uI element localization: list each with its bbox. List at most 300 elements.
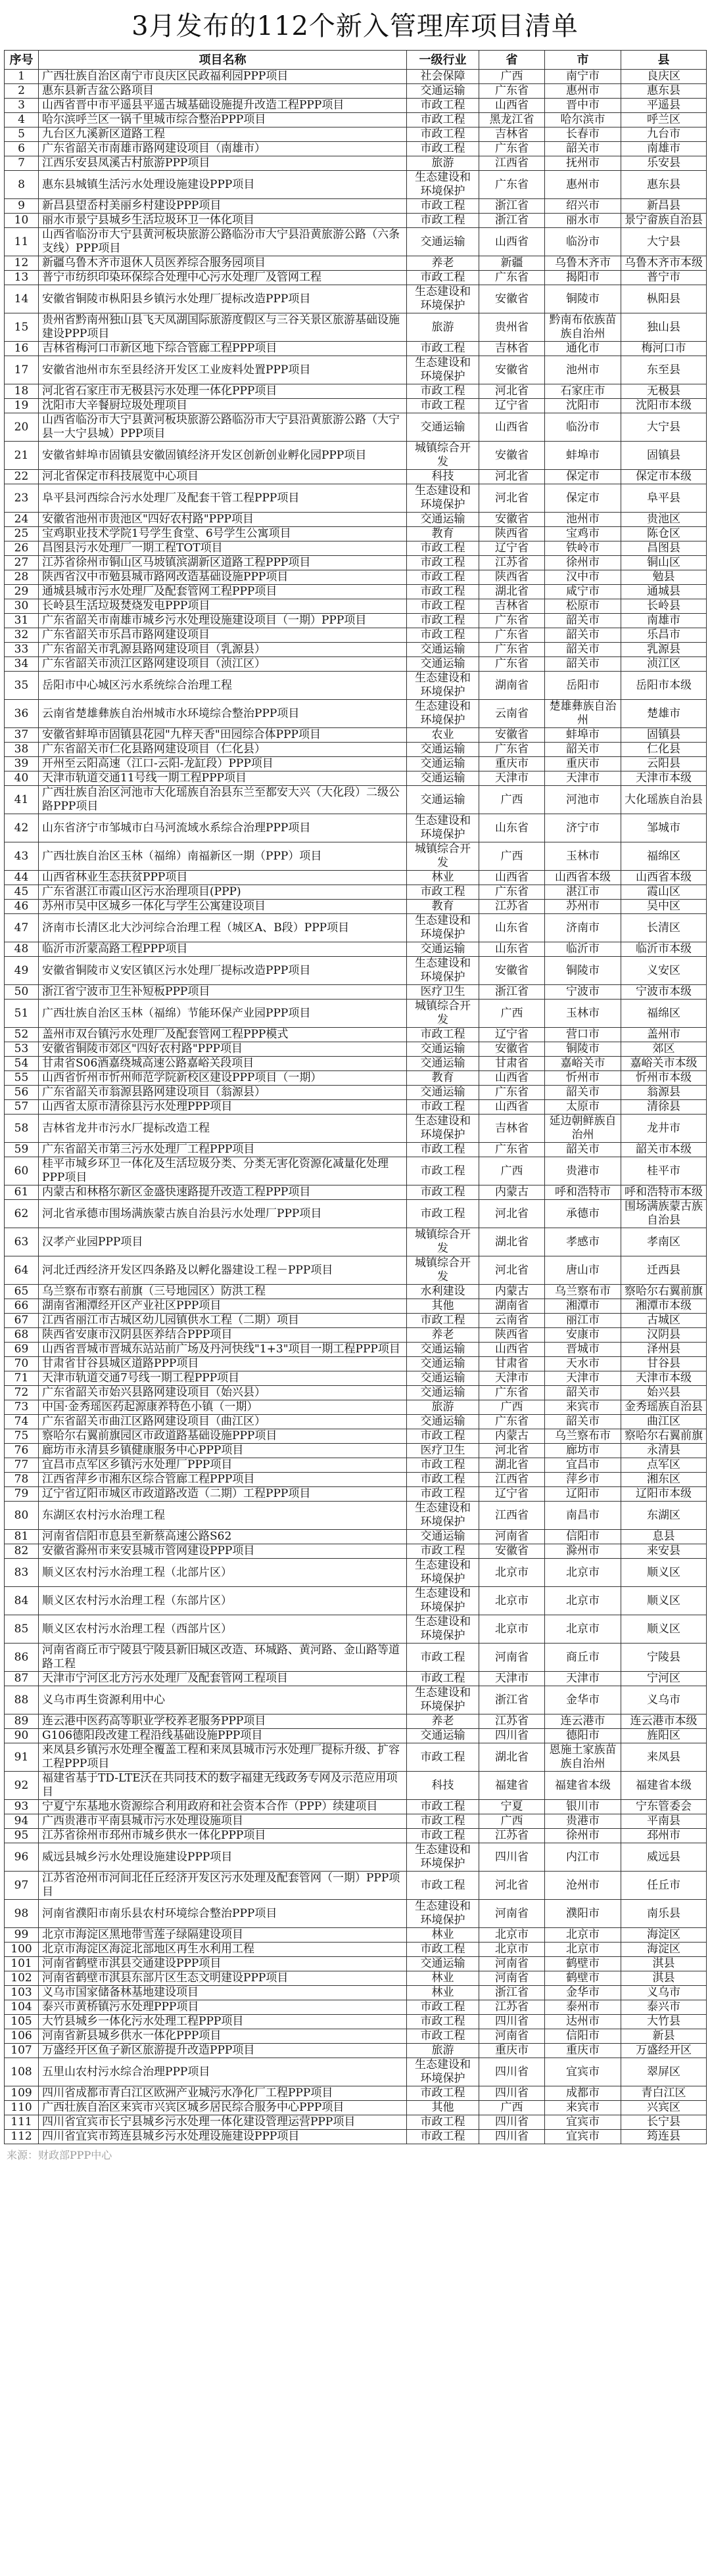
cell-county: 泽州县 (621, 1343, 707, 1357)
table-row (5, 156, 707, 171)
cell-county: 顺义区 (621, 1559, 707, 1587)
cell-city: 徐州市 (545, 556, 621, 570)
cell-county: 大竹县 (621, 2015, 707, 2029)
cell-county: 大宁县 (621, 228, 707, 256)
table-row (5, 885, 707, 900)
cell-province: 吉林省 (479, 342, 545, 356)
cell-industry: 交通运输 (407, 1415, 479, 1429)
cell-county: 青白江区 (621, 2086, 707, 2101)
cell-project-name: 山东省济宁市邹城市白马河流域水系综合治理PPP项目 (39, 814, 407, 842)
cell-industry: 交通运输 (407, 513, 479, 527)
cell-index: 34 (5, 657, 39, 672)
table-row (5, 2115, 707, 2130)
cell-province: 广东省 (479, 628, 545, 643)
cell-county: 金秀瑶族自治县 (621, 1400, 707, 1415)
cell-county: 孝南区 (621, 1228, 707, 1256)
cell-index: 57 (5, 1100, 39, 1115)
cell-province: 广西 (479, 842, 545, 871)
cell-project-name: 汉孝产业园PPP项目 (39, 1228, 407, 1256)
cell-project-name: 义乌市国家储备林基地建设项目 (39, 1986, 407, 2000)
cell-city: 惠州市 (545, 84, 621, 99)
cell-industry: 生态建设和环境保护 (407, 1587, 479, 1615)
cell-index: 97 (5, 1872, 39, 1900)
cell-index: 95 (5, 1829, 39, 1843)
cell-county: 呼兰区 (621, 113, 707, 127)
cell-project-name: 北京市海淀区海淀北部地区再生水利用工程 (39, 1943, 407, 1957)
cell-index: 107 (5, 2044, 39, 2058)
cell-county: 嘉峪关市本级 (621, 1057, 707, 1071)
table-row (5, 842, 707, 871)
table-row (5, 2130, 707, 2144)
cell-project-name: 广东省韶关市仁化县路网建设项目（仁化县） (39, 743, 407, 757)
cell-industry: 市政工程 (407, 541, 479, 556)
cell-index: 54 (5, 1057, 39, 1071)
cell-industry: 市政工程 (407, 1028, 479, 1042)
cell-industry: 生态建设和环境保护 (407, 484, 479, 513)
cell-city: 通化市 (545, 342, 621, 356)
cell-project-name: 江苏省徐州市铜山区马坡镇滨湖新区道路工程PPP项目 (39, 556, 407, 570)
cell-industry: 交通运输 (407, 1530, 479, 1544)
cell-city: 湛江市 (545, 885, 621, 900)
cell-city: 绍兴市 (545, 199, 621, 214)
cell-province: 北京市 (479, 1559, 545, 1587)
cell-county: 来安县 (621, 1544, 707, 1559)
cell-city: 济南市 (545, 914, 621, 942)
cell-county: 点军区 (621, 1458, 707, 1473)
cell-province: 新疆 (479, 256, 545, 271)
cell-city: 承德市 (545, 1200, 621, 1228)
cell-county: 惠东县 (621, 171, 707, 199)
cell-industry: 市政工程 (407, 585, 479, 599)
cell-index: 89 (5, 1714, 39, 1729)
cell-province: 天津市 (479, 771, 545, 786)
table-row (5, 484, 707, 513)
cell-county: 贵池区 (621, 513, 707, 527)
cell-city: 岳阳市 (545, 672, 621, 700)
cell-industry: 市政工程 (407, 599, 479, 614)
cell-city: 延边朝鲜族自治州 (545, 1115, 621, 1143)
cell-project-name: 江西省萍乡市湘东区综合管廊工程PPP项目 (39, 1473, 407, 1487)
table-row (5, 570, 707, 585)
cell-province: 江苏省 (479, 1829, 545, 1843)
cell-city: 晋城市 (545, 1343, 621, 1357)
cell-industry: 生态建设和环境保护 (407, 957, 479, 985)
cell-city: 辽阳市 (545, 1487, 621, 1502)
cell-county: 翁源县 (621, 1086, 707, 1100)
cell-industry: 市政工程 (407, 1644, 479, 1672)
cell-industry: 市政工程 (407, 399, 479, 413)
cell-industry: 市政工程 (407, 2015, 479, 2029)
cell-index: 16 (5, 342, 39, 356)
cell-industry: 林业 (407, 871, 479, 885)
cell-index: 111 (5, 2115, 39, 2130)
cell-industry: 市政工程 (407, 1872, 479, 1900)
cell-county: 东至县 (621, 356, 707, 384)
cell-county: 保定市本级 (621, 470, 707, 484)
cell-city: 丽水市 (545, 214, 621, 228)
cell-industry: 城镇综合开发 (407, 442, 479, 470)
cell-project-name: 顺义区农村污水治理工程（北部片区） (39, 1559, 407, 1587)
cell-industry: 生态建设和环境保护 (407, 814, 479, 842)
cell-project-name: 山西省忻州市忻州师范学院新校区建设PPP项目（一期） (39, 1071, 407, 1086)
cell-province: 山西省 (479, 413, 545, 442)
table-row (5, 1328, 707, 1343)
table-row (5, 384, 707, 399)
cell-city: 乌兰察布市 (545, 1429, 621, 1444)
cell-index: 102 (5, 1971, 39, 1986)
cell-project-name: 四川省宜宾市长宁县城乡污水处理一体化建设管理运营PPP项目 (39, 2115, 407, 2130)
cell-project-name: 安徽省滁州市来安县城市管网建设PPP项目 (39, 1544, 407, 1559)
cell-project-name: 宁夏宁东基地水资源综合利用政府和社会资本合作（PPP）续建项目 (39, 1800, 407, 1814)
cell-industry: 旅游 (407, 2044, 479, 2058)
cell-project-name: 内蒙古和林格尔新区金盛快速路提升改造工程PPP项目 (39, 1185, 407, 1200)
cell-industry: 市政工程 (407, 570, 479, 585)
cell-county: 忻州市本级 (621, 1071, 707, 1086)
cell-project-name: 广东省韶关市乐昌市路网建设项目 (39, 628, 407, 643)
table-row (5, 672, 707, 700)
cell-city: 池州市 (545, 513, 621, 527)
cell-county: 阜平县 (621, 484, 707, 513)
cell-county: 古城区 (621, 1314, 707, 1328)
cell-index: 66 (5, 1299, 39, 1314)
cell-industry: 生态建设和环境保护 (407, 700, 479, 728)
cell-index: 24 (5, 513, 39, 527)
cell-county: 无极县 (621, 384, 707, 399)
cell-industry: 市政工程 (407, 2086, 479, 2101)
table-row (5, 1429, 707, 1444)
table-row (5, 786, 707, 814)
cell-industry: 市政工程 (407, 142, 479, 156)
table-row (5, 356, 707, 384)
cell-county: 邳州市 (621, 1829, 707, 1843)
cell-index: 94 (5, 1814, 39, 1829)
cell-province: 山西省 (479, 99, 545, 113)
cell-project-name: 宜昌市点军区乡镇污水处理厂PPP项目 (39, 1458, 407, 1473)
table-row (5, 728, 707, 743)
table-row (5, 1371, 707, 1386)
table-row (5, 1714, 707, 1729)
cell-project-name: 惠东县城镇生活污水处理设施建设PPP项目 (39, 171, 407, 199)
cell-industry: 生态建设和环境保护 (407, 1615, 479, 1644)
cell-industry: 市政工程 (407, 1800, 479, 1814)
cell-county: 南雄市 (621, 614, 707, 628)
cell-project-name: G106德阳段改建工程沿线基础设施PPP项目 (39, 1729, 407, 1743)
cell-project-name: 东湖区农村污水治理工程 (39, 1502, 407, 1530)
cell-city: 贵港市 (545, 1814, 621, 1829)
cell-industry: 生态建设和环境保护 (407, 1502, 479, 1530)
cell-industry: 市政工程 (407, 1814, 479, 1829)
cell-industry: 市政工程 (407, 1157, 479, 1185)
cell-county: 宁河区 (621, 1672, 707, 1686)
cell-county: 沈阳市本级 (621, 399, 707, 413)
cell-city: 银川市 (545, 1800, 621, 1814)
table-row (5, 1042, 707, 1057)
table-row (5, 556, 707, 570)
cell-project-name: 连云港中医药高等职业学校养老服务PPP项目 (39, 1714, 407, 1729)
cell-project-name: 来凤县乡镇污水处理全覆盖工程和来凤县城市污水处理厂提标升级、扩容工程PPP项目 (39, 1743, 407, 1772)
cell-province: 陕西省 (479, 1328, 545, 1343)
cell-province: 广东省 (479, 1386, 545, 1400)
table-row (5, 1086, 707, 1100)
cell-index: 82 (5, 1544, 39, 1559)
cell-industry: 市政工程 (407, 1458, 479, 1473)
table-row (5, 1943, 707, 1957)
cell-city: 山西省本级 (545, 871, 621, 885)
cell-county: 仁化县 (621, 743, 707, 757)
cell-county: 淇县 (621, 1971, 707, 1986)
table-row (5, 1487, 707, 1502)
cell-county: 景宁畲族自治县 (621, 214, 707, 228)
cell-index: 88 (5, 1686, 39, 1714)
cell-province: 天津市 (479, 1672, 545, 1686)
cell-province: 内蒙古 (479, 1429, 545, 1444)
cell-county: 察哈尔右翼前旗 (621, 1429, 707, 1444)
cell-city: 济宁市 (545, 814, 621, 842)
cell-county: 甘谷县 (621, 1357, 707, 1371)
table-row (5, 614, 707, 628)
cell-project-name: 广东省韶关市浈江区路网建设项目（浈江区） (39, 657, 407, 672)
cell-county: 乐安县 (621, 156, 707, 171)
table-row (5, 599, 707, 614)
cell-province: 山西省 (479, 1071, 545, 1086)
cell-index: 15 (5, 313, 39, 342)
table-row (5, 1743, 707, 1772)
cell-province: 广东省 (479, 271, 545, 285)
cell-industry: 旅游 (407, 156, 479, 171)
cell-city: 德阳市 (545, 1729, 621, 1743)
cell-project-name: 河南省鹤壁市淇县东部片区生态文明建设PPP项目 (39, 1971, 407, 1986)
cell-index: 74 (5, 1415, 39, 1429)
cell-project-name: 河南省新县城乡供水一体化PPP项目 (39, 2029, 407, 2044)
cell-city: 来宾市 (545, 2101, 621, 2115)
table-row (5, 2101, 707, 2115)
table-row (5, 585, 707, 599)
cell-index: 92 (5, 1772, 39, 1800)
cell-county: 通城县 (621, 585, 707, 599)
cell-city: 嘉峪关市 (545, 1057, 621, 1071)
cell-county: 普宁市 (621, 271, 707, 285)
cell-city: 韶关市 (545, 643, 621, 657)
cell-province: 四川省 (479, 2086, 545, 2101)
cell-project-name: 盖州市双台镇污水处理厂及配套管网工程PPP模式 (39, 1028, 407, 1042)
cell-index: 77 (5, 1458, 39, 1473)
cell-county: 新县 (621, 2029, 707, 2044)
cell-province: 山东省 (479, 942, 545, 957)
cell-project-name: 顺义区农村污水治理工程（西部片区） (39, 1615, 407, 1644)
cell-province: 四川省 (479, 2115, 545, 2130)
cell-project-name: 吉林省龙井市污水厂提标改造工程 (39, 1115, 407, 1143)
cell-index: 8 (5, 171, 39, 199)
table-row (5, 1843, 707, 1872)
cell-county: 盖州市 (621, 1028, 707, 1042)
cell-project-name: 江西乐安县凤溪古村旅游PPP项目 (39, 156, 407, 171)
cell-project-name: 广东省韶关市翁源县路网建设项目（翁源县） (39, 1086, 407, 1100)
cell-project-name: 安徽省池州市东至县经济开发区工业废料处置PPP项目 (39, 356, 407, 384)
cell-city: 重庆市 (545, 2044, 621, 2058)
cell-project-name: 沈阳市大辛餐厨垃圾处理项目 (39, 399, 407, 413)
cell-industry: 交通运输 (407, 1371, 479, 1386)
cell-project-name: 山西省晋中市平遥县平遥古城基础设施提升改造工程PPP项目 (39, 99, 407, 113)
cell-province: 陕西省 (479, 570, 545, 585)
table-row (5, 171, 707, 199)
cell-project-name: 河北省保定市科技展览中心项目 (39, 470, 407, 484)
cell-project-name: 开州至云阳高速（江口-云阳-龙缸段）PPP项目 (39, 757, 407, 771)
cell-province: 广西 (479, 1000, 545, 1028)
table-row (5, 1444, 707, 1458)
cell-index: 71 (5, 1371, 39, 1386)
cell-index: 53 (5, 1042, 39, 1057)
cell-project-name: 河南省濮阳市南乐县农村环境综合整治PPP项目 (39, 1900, 407, 1928)
cell-project-name: 河南省鹤壁市淇县交通建设PPP项目 (39, 1957, 407, 1971)
table-row (5, 1343, 707, 1357)
cell-industry: 生态建设和环境保护 (407, 672, 479, 700)
table-row (5, 700, 707, 728)
cell-county: 昌图县 (621, 541, 707, 556)
cell-province: 北京市 (479, 1928, 545, 1943)
cell-index: 10 (5, 214, 39, 228)
cell-project-name: 山西省林业生态扶贫PPP项目 (39, 871, 407, 885)
cell-industry: 生态建设和环境保护 (407, 2058, 479, 2086)
cell-county: 乌鲁木齐市本级 (621, 256, 707, 271)
cell-city: 濮阳市 (545, 1900, 621, 1928)
cell-province: 重庆市 (479, 2044, 545, 2058)
cell-industry: 市政工程 (407, 1829, 479, 1843)
cell-industry: 市政工程 (407, 1544, 479, 1559)
cell-province: 安徽省 (479, 285, 545, 313)
cell-project-name: 河南省信阳市息县至新蔡高速公路S62 (39, 1530, 407, 1544)
cell-project-name: 泰兴市黄桥镇污水处理PPP项目 (39, 2000, 407, 2015)
cell-industry: 其他 (407, 1299, 479, 1314)
cell-project-name: 安徽省池州市贵池区"四好农村路"PPP项目 (39, 513, 407, 527)
table-row (5, 142, 707, 156)
cell-project-name: 天津市轨道交通7号线一期工程PPP项目 (39, 1371, 407, 1386)
cell-index: 78 (5, 1473, 39, 1487)
cell-index: 60 (5, 1157, 39, 1185)
cell-index: 44 (5, 871, 39, 885)
cell-county: 威远县 (621, 1843, 707, 1872)
cell-project-name: 辽宁省辽阳市城区市政道路改造（二期）工程PPP项目 (39, 1487, 407, 1502)
cell-province: 福建省 (479, 1772, 545, 1800)
cell-city: 来宾市 (545, 1400, 621, 1415)
cell-index: 3 (5, 99, 39, 113)
cell-index: 2 (5, 84, 39, 99)
header-index: 序号 (5, 51, 39, 70)
cell-industry: 市政工程 (407, 1672, 479, 1686)
cell-industry: 市政工程 (407, 1943, 479, 1957)
cell-city: 恩施土家族苗族自治州 (545, 1743, 621, 1772)
cell-city: 长春市 (545, 127, 621, 142)
cell-industry: 林业 (407, 1971, 479, 1986)
cell-index: 4 (5, 113, 39, 127)
cell-project-name: 陕西省安康市汉阴县医养结合PPP项目 (39, 1328, 407, 1343)
cell-industry: 医疗卫生 (407, 1444, 479, 1458)
cell-province: 河南省 (479, 1957, 545, 1971)
cell-province: 江苏省 (479, 556, 545, 570)
cell-city: 乌鲁木齐市 (545, 256, 621, 271)
cell-project-name: 天津市宁河区北方污水处理厂及配套管网工程项目 (39, 1672, 407, 1686)
cell-project-name: 广东省韶关市南雄市城乡污水处理设施建设项目（一期）PPP项目 (39, 614, 407, 628)
cell-industry: 生态建设和环境保护 (407, 1559, 479, 1587)
table-row (5, 256, 707, 271)
cell-city: 北京市 (545, 1559, 621, 1587)
cell-city: 韶关市 (545, 657, 621, 672)
cell-index: 7 (5, 156, 39, 171)
cell-county: 义安区 (621, 957, 707, 985)
cell-city: 廊坊市 (545, 1444, 621, 1458)
table-row (5, 1071, 707, 1086)
cell-province: 湖北省 (479, 1228, 545, 1256)
cell-province: 陕西省 (479, 527, 545, 541)
cell-county: 云阳县 (621, 757, 707, 771)
cell-index: 46 (5, 900, 39, 914)
cell-project-name: 云南省楚雄彝族自治州城市水环境综合整治PPP项目 (39, 700, 407, 728)
cell-index: 63 (5, 1228, 39, 1256)
cell-industry: 旅游 (407, 1400, 479, 1415)
cell-index: 40 (5, 771, 39, 786)
cell-index: 33 (5, 643, 39, 657)
cell-city: 玉林市 (545, 842, 621, 871)
cell-province: 浙江省 (479, 199, 545, 214)
cell-index: 87 (5, 1672, 39, 1686)
cell-industry: 养老 (407, 1714, 479, 1729)
cell-index: 86 (5, 1644, 39, 1672)
cell-index: 12 (5, 256, 39, 271)
cell-city: 宝鸡市 (545, 527, 621, 541)
cell-province: 湖北省 (479, 1458, 545, 1473)
cell-index: 67 (5, 1314, 39, 1328)
cell-industry: 交通运输 (407, 84, 479, 99)
cell-project-name: 甘肃省S06酒嘉绕城高速公路嘉峪关段项目 (39, 1057, 407, 1071)
cell-project-name: 广西壮族自治区玉林（福绵）节能环保产业园PPP项目 (39, 1000, 407, 1028)
cell-city: 韶关市 (545, 1415, 621, 1429)
table-row (5, 513, 707, 527)
cell-county: 湘潭市本级 (621, 1299, 707, 1314)
cell-industry: 城镇综合开发 (407, 842, 479, 871)
cell-project-name: 岳阳市中心城区污水系统综合治理工程 (39, 672, 407, 700)
cell-province: 浙江省 (479, 214, 545, 228)
cell-province: 江西省 (479, 1473, 545, 1487)
cell-index: 91 (5, 1743, 39, 1772)
table-row (5, 1800, 707, 1814)
cell-province: 北京市 (479, 1615, 545, 1644)
table-row (5, 442, 707, 470)
cell-industry: 市政工程 (407, 2130, 479, 2144)
cell-city: 铜陵市 (545, 1042, 621, 1057)
cell-county: 九台市 (621, 127, 707, 142)
cell-province: 湖南省 (479, 672, 545, 700)
cell-city: 北京市 (545, 1943, 621, 1957)
cell-index: 81 (5, 1530, 39, 1544)
table-row (5, 1285, 707, 1299)
cell-industry: 市政工程 (407, 1185, 479, 1200)
cell-project-name: 江苏省沧州市河间北任丘经济开发区污水处理及配套管网（一期）PPP项目 (39, 1872, 407, 1900)
cell-city: 晋中市 (545, 99, 621, 113)
cell-index: 35 (5, 672, 39, 700)
cell-province: 广西 (479, 1814, 545, 1829)
cell-industry: 生态建设和环境保护 (407, 1900, 479, 1928)
cell-county: 平遥县 (621, 99, 707, 113)
cell-county: 大化瑶族自治县 (621, 786, 707, 814)
cell-project-name: 江西省丽江市古城区幼儿园镇供水工程（二期）项目 (39, 1314, 407, 1328)
cell-province: 广东省 (479, 643, 545, 657)
cell-index: 52 (5, 1028, 39, 1042)
cell-index: 25 (5, 527, 39, 541)
cell-city: 唐山市 (545, 1256, 621, 1285)
cell-industry: 市政工程 (407, 1743, 479, 1772)
cell-county: 围场满族蒙古族自治县 (621, 1200, 707, 1228)
cell-industry: 生态建设和环境保护 (407, 1686, 479, 1714)
cell-city: 铜陵市 (545, 285, 621, 313)
